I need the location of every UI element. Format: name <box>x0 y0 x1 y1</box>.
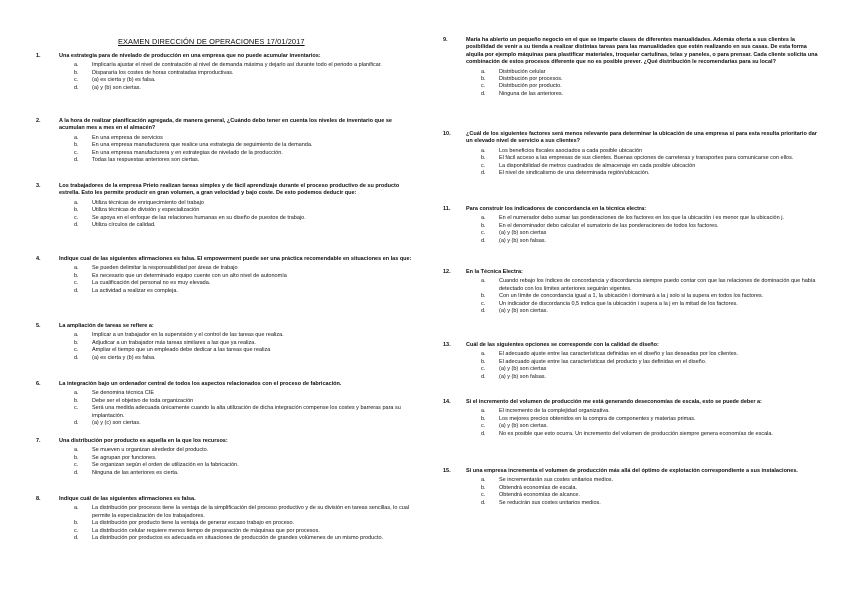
option-letter: a. <box>74 505 79 512</box>
option-letter: d. <box>74 354 79 361</box>
question-text: María ha abierto un pequeño negocio en el que se imparte clases de diferentes manualidades. Además oferta a sus clientes la posibilidad de venir a su tienda a realizar distintas tareas para las manualidades que estén realizando en sus casas. De esta forma alquila por ejemplo máquinas para plastificar materiales, troquelar cartulinas, telas y paneles, o para prensar. Cada cliente solicita una combinación de estos procesos diferente que no es posible prever. ¿Qué distribución le recomendarías para su local? <box>466 37 818 66</box>
option-letter: a. <box>74 390 79 397</box>
question-text: A la hora de realizar planificación agregada, de manera general, ¿Cuándo debo tener en cuenta los niveles de inventario que se acumulan mes a mes en el almacén? <box>59 118 392 132</box>
question-number: 6. <box>36 381 41 387</box>
option-text: La distribución por procesos tiene la ventaja de la simplificación del proceso productivo y de su división en tareas sencillas, lo cual permite la especialización de los trabajadores. <box>92 505 410 519</box>
option-letter: a. <box>481 278 486 285</box>
option-letter: c. <box>74 280 79 287</box>
question-block <box>443 399 825 438</box>
option-item <box>74 85 416 92</box>
option-item <box>481 223 825 230</box>
option-text: El nivel de sindicalismo de una determinada región/ubicación. <box>499 170 650 177</box>
option-letter: b. <box>74 207 79 214</box>
option-item <box>481 278 825 293</box>
question-number: 14. <box>443 399 451 405</box>
option-item <box>74 347 416 354</box>
option-text: La cualificación del personal no es muy elevada. <box>92 280 211 287</box>
option-letter: d. <box>74 469 79 476</box>
exam-title: EXAMEN DIRECCIÓN DE OPERACIONES 17/01/2017 <box>118 37 305 46</box>
options-list <box>74 62 416 92</box>
option-letter: b. <box>481 484 486 491</box>
option-text: Se agrupan por funciones. <box>92 454 157 461</box>
option-item <box>74 332 416 339</box>
option-item <box>74 70 416 77</box>
option-item <box>481 301 825 308</box>
question-block <box>36 496 416 542</box>
option-text: (a) y (c) son ciertas. <box>92 420 141 427</box>
option-text: Debe ser el objetivo de toda organización <box>92 397 194 404</box>
option-item <box>481 500 825 507</box>
option-item <box>481 351 825 358</box>
option-text: Se incrementarán sus costes unitarios medios. <box>499 477 614 484</box>
question-number: 2. <box>36 118 41 124</box>
question-text: Los trabajadores de la empresa Prieto realizan tareas simples y de fácil aprendizaje durante el proceso productivo de su producto estrella. Esto les permite producir en gran volumen, a gran velocidad y bajo coste. De esto podemos deducir que: <box>59 183 400 197</box>
options-list <box>74 332 416 362</box>
question-block <box>443 468 825 507</box>
question-block <box>36 118 416 164</box>
option-letter: c. <box>481 230 486 237</box>
options-list <box>481 278 825 315</box>
question-block <box>36 381 416 427</box>
option-letter: a. <box>74 62 79 69</box>
option-letter: c. <box>481 423 486 430</box>
option-text: En una empresa manufacturera que realice una estrategia de seguimiento de la demanda. <box>92 142 313 149</box>
option-letter: b. <box>74 69 79 76</box>
option-text: Obtendrá economías de escala. <box>499 484 577 491</box>
question-text: ¿Cuál de los siguientes factores será menos relevante para determinar la ubicación de una empresa si para esta resulta prioritario dar un elevado nivel de servicio a sus clientes? <box>466 131 817 145</box>
option-text: Será una medida adecuada únicamente cuando la alta utilización de dicha integración compense los costes y barreras para su implantación. <box>92 405 401 419</box>
option-text: La actividad a realizar es compleja. <box>92 287 178 294</box>
option-item <box>74 390 416 397</box>
option-item <box>74 142 416 149</box>
option-letter: c. <box>74 462 79 469</box>
option-text: En una empresa manufacturera y en estrategias de nivelado de la producción. <box>92 149 283 156</box>
option-text: (a) y (b) son ciertas <box>499 366 547 373</box>
option-item <box>481 477 825 484</box>
question-text: En la Técnica Electra: <box>466 269 523 275</box>
option-item <box>481 91 825 98</box>
question-number: 7. <box>36 438 41 444</box>
option-text: Cuando rebajo los índices de concordancia y discordancia siempre puedo contar con que las relaciones de dominación que había detectado con los límites anteriores seguirán vigentes. <box>499 278 816 292</box>
question-block <box>36 183 416 229</box>
question-text: Cuál de las siguientes opciones se corresponde con la calidad de diseño: <box>466 342 659 348</box>
options-list <box>74 390 416 427</box>
option-text: Ninguna de las anteriores. <box>499 90 564 97</box>
option-letter: c. <box>74 77 79 84</box>
option-letter: b. <box>481 155 486 162</box>
option-text: Con un límite de concordancia igual a 1, la ubicación i dominará a la j solo si la supera en todos los factores. <box>499 293 764 300</box>
option-letter: c. <box>74 405 79 412</box>
option-letter: b. <box>481 222 486 229</box>
option-letter: b. <box>74 520 79 527</box>
option-text: La disponibilidad de metros cuadrados de almacenaje en cada posible ubicación <box>499 162 696 169</box>
question-text: Si el incremento del volumen de producción me está generando deseconomías de escala, esto se puede deber a: <box>466 399 762 405</box>
question-block <box>443 131 825 177</box>
options-list <box>74 135 416 165</box>
option-letter: a. <box>74 332 79 339</box>
question-number: 8. <box>36 496 41 502</box>
option-letter: a. <box>481 408 486 415</box>
options-list <box>74 447 416 477</box>
option-item <box>74 528 416 535</box>
option-letter: c. <box>74 527 79 534</box>
option-item <box>74 157 416 164</box>
option-text: Los beneficios fiscales asociados a cada posible ubicación <box>499 147 643 154</box>
option-item <box>481 416 825 423</box>
option-text: Distribución por producto. <box>499 83 562 90</box>
question-text: La ampliación de tareas se refiere a: <box>59 323 154 329</box>
question-text: Indique cuál de las siguientes afirmaciones es falsa. <box>59 496 196 502</box>
option-text: En el numerador debo sumar las ponderaciones de los factores en los que la ubicación i es menor que la ubicación j. <box>499 215 784 222</box>
option-text: (a) es cierta y (b) es falsa. <box>92 77 156 84</box>
option-item <box>74 398 416 405</box>
option-text: Se organizan según el orden de utilización en la fabricación. <box>92 462 239 469</box>
options-list <box>74 505 416 542</box>
option-text: Es necesario que un determinado equipo cuente con un alto nivel de autonomía <box>92 272 287 279</box>
option-text: Distribución celular <box>499 68 546 75</box>
option-letter: c. <box>74 347 79 354</box>
option-item <box>481 83 825 90</box>
option-letter: c. <box>481 83 486 90</box>
option-text: (a) y (b) son ciertas. <box>499 308 548 315</box>
option-letter: a. <box>74 447 79 454</box>
option-letter: a. <box>74 265 79 272</box>
option-item <box>74 405 416 420</box>
option-letter: d. <box>74 84 79 91</box>
question-number: 12. <box>443 269 451 275</box>
option-letter: c. <box>74 149 79 156</box>
question-text: La integración bajo un ordenador central de todos los aspectos relacionados con el proceso de fabricación. <box>59 381 342 387</box>
question-block <box>36 323 416 362</box>
question-block <box>443 37 825 98</box>
option-item <box>481 293 825 300</box>
option-item <box>74 520 416 527</box>
option-text: No es posible que esto ocurra. Un incremento del volumen de producción siempre genera economías de escala. <box>499 430 773 437</box>
option-item <box>74 420 416 427</box>
option-text: Utiliza círculos de calidad. <box>92 222 156 229</box>
question-number: 11. <box>443 206 451 212</box>
question-number: 4. <box>36 256 41 262</box>
option-letter: b. <box>481 358 486 365</box>
option-text: Adjudicar a un trabajador más tareas similares a las que ya realiza. <box>92 339 256 346</box>
option-item <box>74 505 416 520</box>
question-text: Una distribución por producto es aquella en la que los recursos: <box>59 438 228 444</box>
option-item <box>481 155 825 162</box>
option-letter: b. <box>481 76 486 83</box>
question-text: Si una empresa incrementa el volumen de producción más allá del óptimo de explotación correspondiente a sus instalaciones. <box>466 468 798 474</box>
option-item <box>481 308 825 315</box>
option-text: Los mejores precios obtenidos en la compra de componentes y materias primas. <box>499 415 696 422</box>
question-block <box>36 256 416 295</box>
option-item <box>481 76 825 83</box>
option-item <box>74 462 416 469</box>
option-text: (a) y (b) son falsas. <box>499 237 547 244</box>
options-list <box>74 265 416 295</box>
option-item <box>74 535 416 542</box>
option-item <box>481 163 825 170</box>
option-letter: d. <box>74 222 79 229</box>
option-letter: d. <box>481 170 486 177</box>
option-letter: b. <box>74 339 79 346</box>
option-item <box>74 447 416 454</box>
option-item <box>481 485 825 492</box>
option-item <box>74 355 416 362</box>
option-item <box>481 408 825 415</box>
option-letter: c. <box>481 300 486 307</box>
option-text: Dispararía los costes de horas contratadas improductivas. <box>92 69 234 76</box>
option-item <box>481 492 825 499</box>
option-item <box>481 374 825 381</box>
option-letter: d. <box>481 308 486 315</box>
option-text: La distribución celular requiere menos tiempo de preparación de máquinas que por procesos. <box>92 527 320 534</box>
option-text: Implicar a un trabajador en la supervisión y el control de las tareas que realiza. <box>92 332 284 339</box>
question-number: 1. <box>36 53 41 59</box>
option-item <box>74 150 416 157</box>
question-number: 10. <box>443 131 451 137</box>
option-item <box>74 222 416 229</box>
option-letter: b. <box>481 293 486 300</box>
option-item <box>74 215 416 222</box>
option-text: Implicaría ajustar el nivel de contratación al nivel de demanda máxima y dejarlo así durante todo el periodo a planificar. <box>92 62 382 69</box>
option-letter: d. <box>481 499 486 506</box>
option-letter: b. <box>481 415 486 422</box>
option-item <box>481 69 825 76</box>
option-item <box>74 265 416 272</box>
option-text: Un indicador de discordancia 0,5 indica que la ubicación i supera a la j en la mitad de los factores. <box>499 300 738 307</box>
option-text: (a) y (b) son ciertas. <box>499 423 548 430</box>
option-letter: d. <box>481 430 486 437</box>
option-text: Se mueven u organizan alrededor del producto. <box>92 447 209 454</box>
option-item <box>481 431 825 438</box>
question-block <box>443 206 825 245</box>
option-letter: b. <box>74 272 79 279</box>
question-text: Una estrategia para de nivelado de producción en una empresa que no puede acumular inventarios: <box>59 53 321 59</box>
option-item <box>74 77 416 84</box>
option-text: Utiliza técnicas de división y especialización <box>92 207 200 214</box>
option-letter: d. <box>74 287 79 294</box>
option-letter: c. <box>74 214 79 221</box>
option-letter: a. <box>481 351 486 358</box>
option-item <box>481 359 825 366</box>
options-list <box>481 215 825 245</box>
question-block <box>36 438 416 477</box>
option-item <box>481 238 825 245</box>
option-text: Todas las respuestas anteriores son ciertas. <box>92 157 200 164</box>
option-text: En una empresa de servicios <box>92 134 163 141</box>
question-number: 9. <box>443 37 448 43</box>
option-letter: b. <box>74 142 79 149</box>
options-list <box>481 351 825 381</box>
option-letter: d. <box>74 535 79 542</box>
option-item <box>74 470 416 477</box>
option-item <box>74 273 416 280</box>
option-letter: a. <box>481 215 486 222</box>
option-text: El fácil acceso a las empresas de sus clientes. Buenas opciones de carreteras y transportes para comunicarse con ellos. <box>499 155 794 162</box>
option-text: Se pueden delimitar la responsabilidad por áreas de trabajo <box>92 265 238 272</box>
option-text: Ninguna de las anteriores es cierta. <box>92 469 179 476</box>
option-item <box>74 288 416 295</box>
option-letter: d. <box>481 90 486 97</box>
option-item <box>481 366 825 373</box>
option-item <box>481 230 825 237</box>
option-letter: c. <box>481 162 486 169</box>
option-letter: d. <box>481 373 486 380</box>
question-text: Para construir los indicadores de concordancia en la técnica electra: <box>466 206 647 212</box>
question-number: 15. <box>443 468 451 474</box>
option-text: El adecuado ajuste entre las características del producto y las definidas en el diseño. <box>499 358 707 365</box>
option-letter: c. <box>481 366 486 373</box>
option-text: En el denominador debo calcular el sumatorio de las ponderaciones de todos los factores. <box>499 222 719 229</box>
option-letter: d. <box>481 237 486 244</box>
options-list <box>481 69 825 99</box>
option-text: El adecuado ajuste entre las características definidas en el diseño y las deseadas por los clientes. <box>499 351 739 358</box>
option-item <box>74 207 416 214</box>
option-item <box>74 200 416 207</box>
option-item <box>481 423 825 430</box>
option-item <box>74 135 416 142</box>
option-text: Se denomina técnica CIE <box>92 390 155 397</box>
option-letter: b. <box>74 454 79 461</box>
question-block <box>443 342 825 381</box>
options-list <box>481 148 825 178</box>
options-list <box>481 408 825 438</box>
option-item <box>481 148 825 155</box>
option-item <box>74 280 416 287</box>
options-list <box>481 477 825 507</box>
option-text: (a) y (b) son falsas. <box>499 373 547 380</box>
option-letter: a. <box>74 199 79 206</box>
option-item <box>481 170 825 177</box>
question-block <box>443 269 825 315</box>
option-letter: a. <box>481 477 486 484</box>
option-text: (a) y (b) son ciertas <box>499 230 547 237</box>
option-text: Distribución por procesos. <box>499 76 563 83</box>
option-text: (a) y (b) son ciertas. <box>92 84 141 91</box>
options-list <box>74 200 416 230</box>
option-text: Obtendrá economías de alcance. <box>499 492 581 499</box>
option-text: (a) es cierta y (b) es falsa. <box>92 354 156 361</box>
option-item <box>74 455 416 462</box>
question-block <box>36 53 416 92</box>
option-item <box>74 340 416 347</box>
option-letter: d. <box>74 420 79 427</box>
question-number: 5. <box>36 323 41 329</box>
option-text: Utiliza técnicas de enriquecimiento del trabajo <box>92 199 204 206</box>
question-number: 3. <box>36 183 41 189</box>
option-text: El incremento de la complejidad organizativa. <box>499 408 610 415</box>
option-letter: b. <box>74 397 79 404</box>
question-text: Indique cual de las siguientes afirmaciones es falsa. El empowerment puede ser una práctica recomendable en situaciones en las que: <box>59 256 412 262</box>
option-text: Se reducirán sus costes unitarios medios. <box>499 499 601 506</box>
option-letter: d. <box>74 157 79 164</box>
option-letter: a. <box>481 68 486 75</box>
option-letter: a. <box>481 147 486 154</box>
option-letter: c. <box>481 492 486 499</box>
option-item <box>74 62 416 69</box>
option-item <box>481 215 825 222</box>
option-text: La distribución por producto tiene la ventaja de generar escaso trabajo en proceso. <box>92 520 295 527</box>
option-text: Ampliar el tiempo que un empleado debe dedicar a las tareas que realiza <box>92 347 271 354</box>
option-letter: a. <box>74 134 79 141</box>
option-text: La distribución por productos es adecuada en situaciones de producción de grandes volúmenes de un mismo producto. <box>92 535 384 542</box>
question-number: 13. <box>443 342 451 348</box>
option-text: Se apoya en el enfoque de las relaciones humanas en su diseño de puestos de trabajo. <box>92 214 306 221</box>
